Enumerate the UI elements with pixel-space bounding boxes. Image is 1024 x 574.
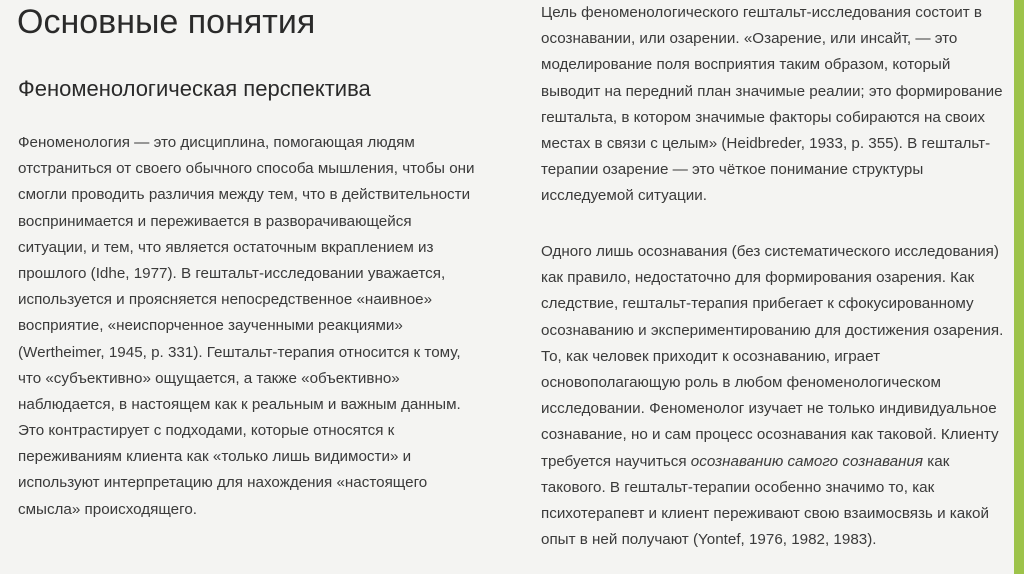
text-line: как правило, недостаточно для формирования озарения. Как <box>541 269 975 287</box>
text-line: Цель феноменологического гештальт-исследования состоит в <box>541 4 982 21</box>
text-line: терапии озарение — это чёткое понимание структуры <box>541 161 924 179</box>
text-line: Одного лишь осознавания (без систематического исследования) <box>541 243 999 260</box>
right-column <box>541 0 1014 574</box>
text-segment: как <box>923 452 950 470</box>
text-line: отстраниться от своего обычного способа мышления, чтобы они <box>18 160 475 178</box>
accent-bar <box>1014 0 1024 574</box>
text-line: воспринимается и переживается в разворачивающейся <box>18 212 412 230</box>
text-line: такового. В гештальт-терапии особенно значимо то, как <box>541 478 935 496</box>
text-line: основополагающую роль в любом феноменологическом <box>541 373 941 391</box>
text-line: прошлого (Idhe, 1977). В гештальт-исследовании уважается, <box>18 264 446 282</box>
text-line: следствие, гештальт-терапия прибегает к сфокусированному <box>541 295 974 313</box>
text-line: моделирование поля восприятия таким образом, который <box>541 56 951 74</box>
text-line: наблюдается, в настоящем как к реальным и важным данным. <box>18 395 461 413</box>
text-line: исследуемой ситуации. <box>541 187 707 205</box>
text-line: психотерапевт и клиент переживают свою взаимосвязь и какой <box>541 504 989 522</box>
text-line: что «субъективно» ощущается, а также «объективно» <box>18 369 400 387</box>
text-line: гештальта, в котором значимые факторы собираются на своих <box>541 108 986 126</box>
text-line: смысла» происходящего. <box>18 500 197 518</box>
text-line: исследовании. Феноменолог изучает не только индивидуальное <box>541 400 997 418</box>
text-line: опыт в ней получают (Yontef, 1976, 1982, 1983). <box>541 531 877 549</box>
text-line: используют интерпретацию для нахождения «настоящего <box>18 474 428 492</box>
emphasis-text: осознаванию самого сознавания <box>690 452 924 470</box>
left-paragraph <box>18 130 475 523</box>
text-line: восприятие, «неиспорченное заученными реакциями» <box>18 317 403 335</box>
text-line: осознаванию и экспериментированию для достижения озарения. <box>541 321 1004 339</box>
text-line: (Wertheimer, 1945, p. 331). Гештальт-терапия относится к тому, <box>18 343 461 361</box>
text-line: Это контрастирует с подходами, которые относятся к <box>18 422 395 440</box>
text-line: местах в связи с целым» (Heidbreder, 1933, p. 355). В гештальт- <box>541 134 991 152</box>
text-line: ситуации, и тем, что является остаточным вкраплением из <box>18 238 434 256</box>
text-line: Феноменология — это дисциплина, помогающая людям <box>18 134 415 151</box>
text-line: То, как человек приходит к осознаванию, играет <box>541 347 881 365</box>
slide-title: Основные понятия <box>17 3 316 41</box>
text-line: смогли проводить различия между тем, что в действительности <box>18 186 471 204</box>
text-line: сознавание, но и сам процесс осознавания как таковой. Клиенту <box>541 426 999 444</box>
text-segment: требуется научиться <box>541 452 691 470</box>
text-line: выводит на передний план значимые реалии; это формирование <box>541 82 1003 100</box>
slide-subtitle: Феноменологическая перспектива <box>18 76 371 101</box>
right-paragraph-1 <box>541 0 1003 210</box>
right-paragraph-2 <box>541 239 1003 553</box>
text-line: используется и проясняется непосредственное «наивное» <box>18 291 433 309</box>
text-line: осознавании, или озарении. «Озарение, или инсайт, — это <box>541 30 958 48</box>
text-line: переживаниям клиента как «только лишь видимости» и <box>18 448 412 466</box>
text-line-with-emphasis <box>541 449 1003 475</box>
